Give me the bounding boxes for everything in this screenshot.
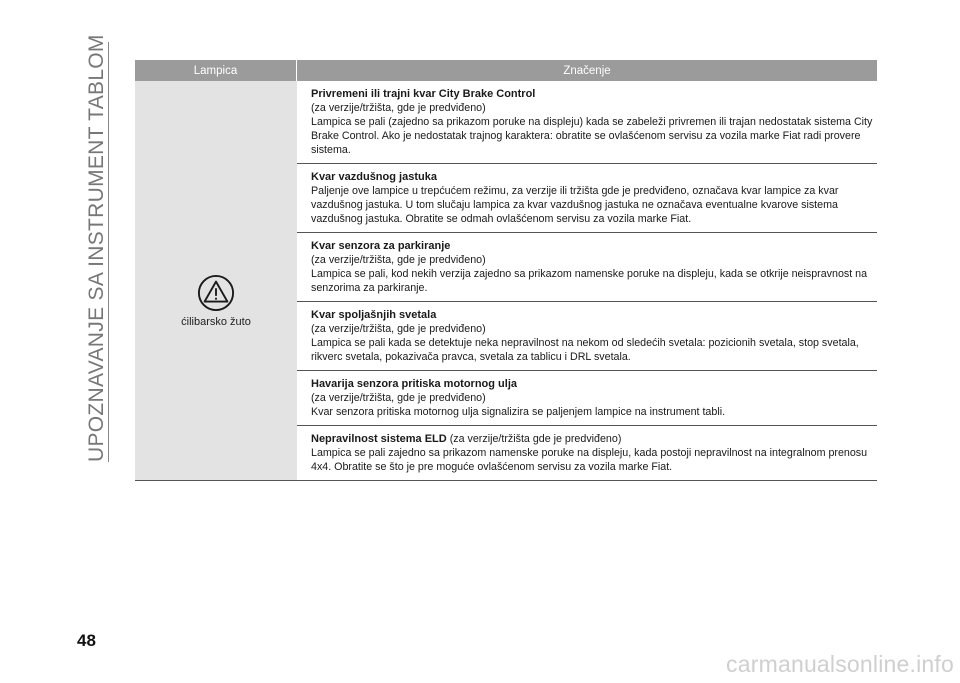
- entry-title: Privremeni ili trajni kvar City Brake Control: [311, 88, 536, 100]
- entry-title: Nepravilnost sistema ELD: [311, 433, 447, 445]
- entry-title: Kvar senzora za parkiranje: [311, 240, 451, 252]
- lamp-color-label: ćilibarsko žuto: [181, 316, 251, 328]
- header-lamp: Lampica: [135, 60, 297, 81]
- entry-body: Lampica se pali, kod nekih verzija zajedno sa prikazom namenske poruke na displeju, kada se otkrije neispravnost na senzorima za parkiranje.: [311, 268, 868, 294]
- table-body: [135, 81, 877, 481]
- entry-airbag-fault: [297, 164, 877, 233]
- entry-note: (za verzije/tržišta gde je predviđeno): [449, 433, 622, 445]
- header-meaning: Značenje: [563, 64, 611, 77]
- entry-eld-fault: [297, 426, 877, 480]
- entry-exterior-lights: [297, 302, 877, 371]
- entry-body: Lampica se pali zajedno sa prikazom namenske poruke na displeju, kada postoji nepravilnost na integralnom prenosu 4x4. Obratite se što je pre moguće ovlašćenom servisu za vozila marke Fiat.: [311, 447, 868, 473]
- warning-lights-table: [135, 60, 877, 481]
- entry-body: Lampica se pali kada se detektuje neka nepravilnost na nekom od sledećih svetala: pozicionih svetala, stop svetala, rikverc svetala, pokazivača pravca, svetala za tablicu i DRL svetala.: [311, 337, 859, 363]
- meanings-column: [297, 81, 877, 480]
- warning-triangle-icon: [197, 274, 235, 312]
- table-header: [135, 60, 877, 81]
- entry-title: Kvar vazdušnog jastuka: [311, 171, 437, 183]
- entry-note: (za verzije/tržišta, gde je predviđeno): [311, 102, 486, 114]
- entry-title: Havarija senzora pritiska motornog ulja: [311, 378, 518, 390]
- watermark: carmanualsonline.info: [726, 651, 954, 677]
- section-title-vertical: UPOZNAVANJE SA INSTRUMENT TABLOM: [85, 34, 108, 462]
- entry-note: (za verzije/tržišta, gde je predviđeno): [311, 254, 486, 266]
- entry-body: Kvar senzora pritiska motornog ulja signalizira se paljenjem lampice na instrument tabli.: [311, 406, 726, 418]
- page-number: 48: [77, 631, 96, 650]
- entry-parking-sensors: [297, 233, 877, 302]
- entry-body: Lampica se pali (zajedno sa prikazom poruke na displeju) kada se zabeleži privremen ili trajan nedostatak sistema City Brake Control. Ako je nedostatak trajnog karaktera: obratite se ovlašćenom servisu za vozila marke Fiat radi provere sistema.: [311, 116, 873, 156]
- section-divider: [108, 42, 109, 462]
- entry-title: Kvar spoljašnjih svetala: [311, 309, 437, 321]
- entry-body: Paljenje ove lampice u trepćućem režimu, za verzije ili tržišta gde je predviđeno, označava kvar lampice za kvar vazdušnog jastuka. U tom slučaju lampica za kvar vazdušnog jastuka ne označava eventualne kvarove sistema vazdušnog jastuka. Obratite se odmah ovlašćenom servisu za vozila marke Fiat.: [311, 185, 839, 225]
- entry-city-brake-control: [297, 81, 877, 164]
- lamp-indicator: [135, 274, 297, 328]
- lamp-cell: [135, 81, 297, 480]
- entry-note: (za verzije/tržišta, gde je predviđeno): [311, 323, 486, 335]
- entry-note: (za verzije/tržišta, gde je predviđeno): [311, 392, 486, 404]
- entry-oil-pressure-sensor: [297, 371, 877, 426]
